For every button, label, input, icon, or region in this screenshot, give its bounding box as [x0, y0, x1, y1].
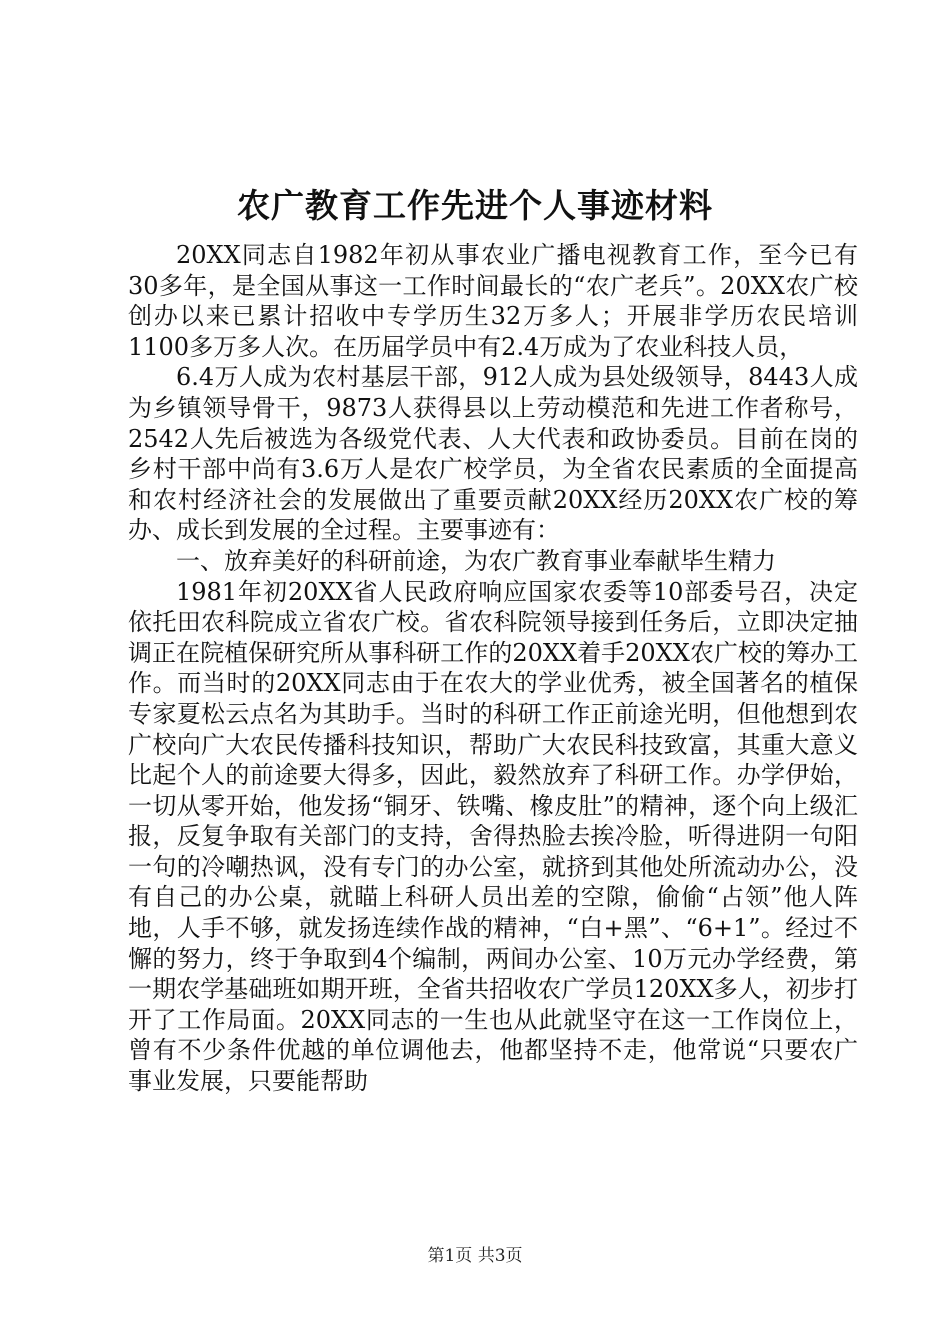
page-footer: 第1页 共3页: [427, 1246, 523, 1266]
section-heading-1: 一、放弃美好的科研前途，为农广教育事业奉献毕生精力: [176, 546, 776, 575]
document-title: 农广教育工作先进个人事迹材料: [237, 186, 713, 225]
paragraph-section-1: 1981年初20XX省人民政府响应国家农委等10部委号召，决定依托田农科院成立省农广校。省农科院领导接到任务后，立即决定抽调正在院植保研究所从事科研工作的20XX着手20XX农广校的筹办工作。而当时的20XX同志由于在农大的学业优秀，被全国著名的植保专家夏松云点名为其助手。当时的科研工作正前途光明，但他想到农广校向广大农民传播科技知识，帮助广大农民科技致富，其重大意义比起个人的前途要大得多，因此，毅然放弃了科研工作。办学伊始，一切从零开始，他发扬“铜牙、铁嘴、橡皮肚”的精神，逐个向上级汇报，反复争取有关部门的支持，舍得热脸去挨冷脸，听得进阴一句阳一句的冷嘲热讽，没有专门的办公室，就挤到其他处所流动办公，没有自己的办公桌，就瞄上科研人员出差的空隙，偷偷“占领”他人阵地，人手不够，就发扬连续作战的精神，“白+黑”、“6+1”。经过不懈的努力，终于争取到4个编制，两间办公室、10万元办学经费，第一期农学基础班如期开班，全省共招收农广学员120XX多人，初步打开了工作局面。20XX同志的一生也从此就坚守在这一工作岗位上，曾有不少条件优越的单位调他去，他都坚持不走，他常说“只要农广事业发展，只要能帮助: [128, 577, 858, 1096]
paragraph-achievements: 6.4万人成为农村基层干部，912人成为县处级领导，8443人成为乡镇领导骨干，9873人获得县以上劳动模范和先进工作者称号，2542人先后被选为各级党代表、人大代表和政协委员。目前在岗的乡村干部中尚有3.6万人是农广校学员，为全省农民素质的全面提高和农村经济社会的发展做出了重要贡献20XX经历20XX农广校的筹办、成长到发展的全过程。主要事迹有：: [128, 363, 858, 545]
paragraph-intro: 20XX同志自1982年初从事农业广播电视教育工作，至今已有30多年，是全国从事这一工作时间最长的“农广老兵”。20XX农广校创办以来已累计招收中专学历生32万多人；开展非学历农民培训1100多万多人次。在历届学员中有2.4万成为了农业科技人员，: [128, 241, 858, 361]
document-body: [128, 240, 858, 1097]
